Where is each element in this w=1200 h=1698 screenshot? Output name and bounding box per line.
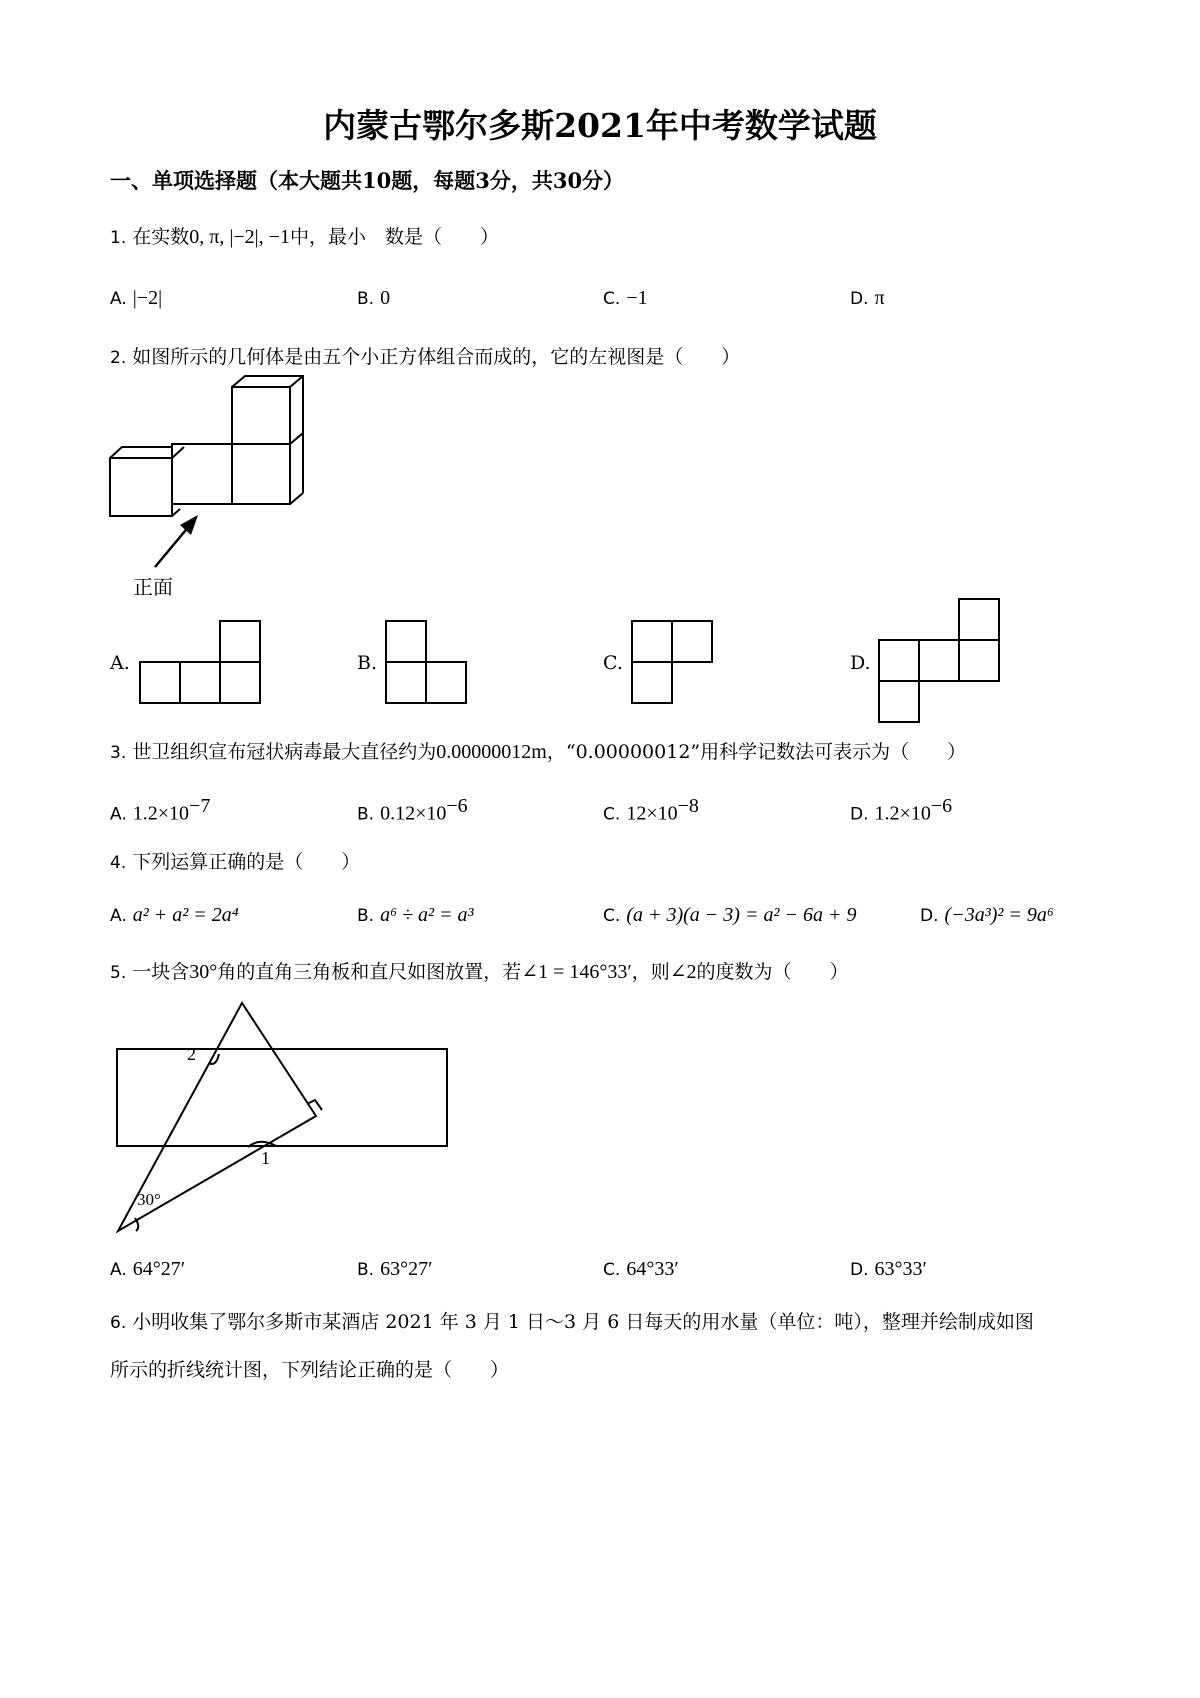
q4-option-d[interactable]: D. (−3a³)² = 9a⁶ — [920, 904, 1054, 926]
q2-option-a-figure — [138, 620, 263, 705]
section-heading: 一、单项选择题（本大题共10题，每题3分，共30分） — [110, 168, 625, 193]
q3-option-b[interactable]: B. $0.12\times 10^{-6}$ — [357, 795, 468, 825]
question-5: 5. 一块含30°角的直角三角板和直尺如图放置，若∠1 = 146°33′，则∠2的度数为（ ） — [110, 961, 849, 983]
q3-option-c[interactable]: C. $12\times 10^{-8}$ — [603, 795, 699, 825]
front-label: 正面 — [133, 575, 173, 599]
q2-option-d[interactable]: D. — [850, 652, 871, 674]
q1-option-a[interactable]: A. |−2| — [110, 287, 163, 309]
angle-2-label: 2 — [187, 1044, 196, 1064]
q3-option-a[interactable]: A. $1.2\times 10^{-7}$ — [110, 795, 211, 825]
q1-option-b[interactable]: B. 0 — [357, 287, 391, 309]
question-6-continued: 所示的折线统计图，下列结论正确的是（ ） — [110, 1359, 510, 1381]
angle-1-label: 1 — [261, 1148, 270, 1168]
question-3: 3. 世卫组织宣布冠状病毒最大直径约为0.00000012m，“0.00000012”用科学记数法可表示为（ ） — [110, 741, 967, 763]
question-6: 6. 小明收集了鄂尔多斯市某酒店 2021 年 3 月 1 日～3 月 6 日每天的用水量（单位：吨），整理并绘制成如图 — [110, 1311, 1034, 1333]
question-4: 4. 下列运算正确的是（ ） — [110, 851, 361, 873]
cube-figure — [100, 375, 320, 585]
q4-option-a[interactable]: A. a² + a² = 2a⁴ — [110, 904, 239, 926]
q1-option-d[interactable]: D. π — [850, 287, 885, 309]
q2-option-c[interactable]: C. — [603, 652, 623, 674]
q2-option-b[interactable]: B. — [357, 652, 378, 674]
q5-option-c[interactable]: C. 64°33′ — [603, 1258, 679, 1280]
page-title: 内蒙古鄂尔多斯2021年中考数学试题 — [323, 106, 877, 145]
angle-30-label: 30° — [137, 1190, 161, 1209]
q2-option-b-figure — [384, 620, 469, 705]
ruler-triangle-figure — [110, 995, 455, 1235]
question-1: 1. 在实数0, π, |−2|, −1中，最小 数是（ ） — [110, 226, 499, 248]
q2-option-c-figure — [630, 620, 715, 705]
q5-option-a[interactable]: A. 64°27′ — [110, 1258, 186, 1280]
q4-option-b[interactable]: B. a⁶ ÷ a² = a³ — [357, 904, 474, 926]
q3-option-d[interactable]: D. $1.2\times 10^{-6}$ — [850, 795, 953, 825]
q5-option-b[interactable]: B. 63°27′ — [357, 1258, 433, 1280]
q5-option-d[interactable]: D. 63°33′ — [850, 1258, 927, 1280]
q1-option-c[interactable]: C. −1 — [603, 287, 648, 309]
q2-option-d-figure — [877, 598, 1002, 723]
q4-option-c[interactable]: C. (a + 3)(a − 3) = a² − 6a + 9 — [603, 904, 857, 926]
q2-option-a[interactable]: A. — [110, 652, 130, 674]
question-2: 2. 如图所示的几何体是由五个小正方体组合而成的，它的左视图是（ ） — [110, 346, 741, 368]
